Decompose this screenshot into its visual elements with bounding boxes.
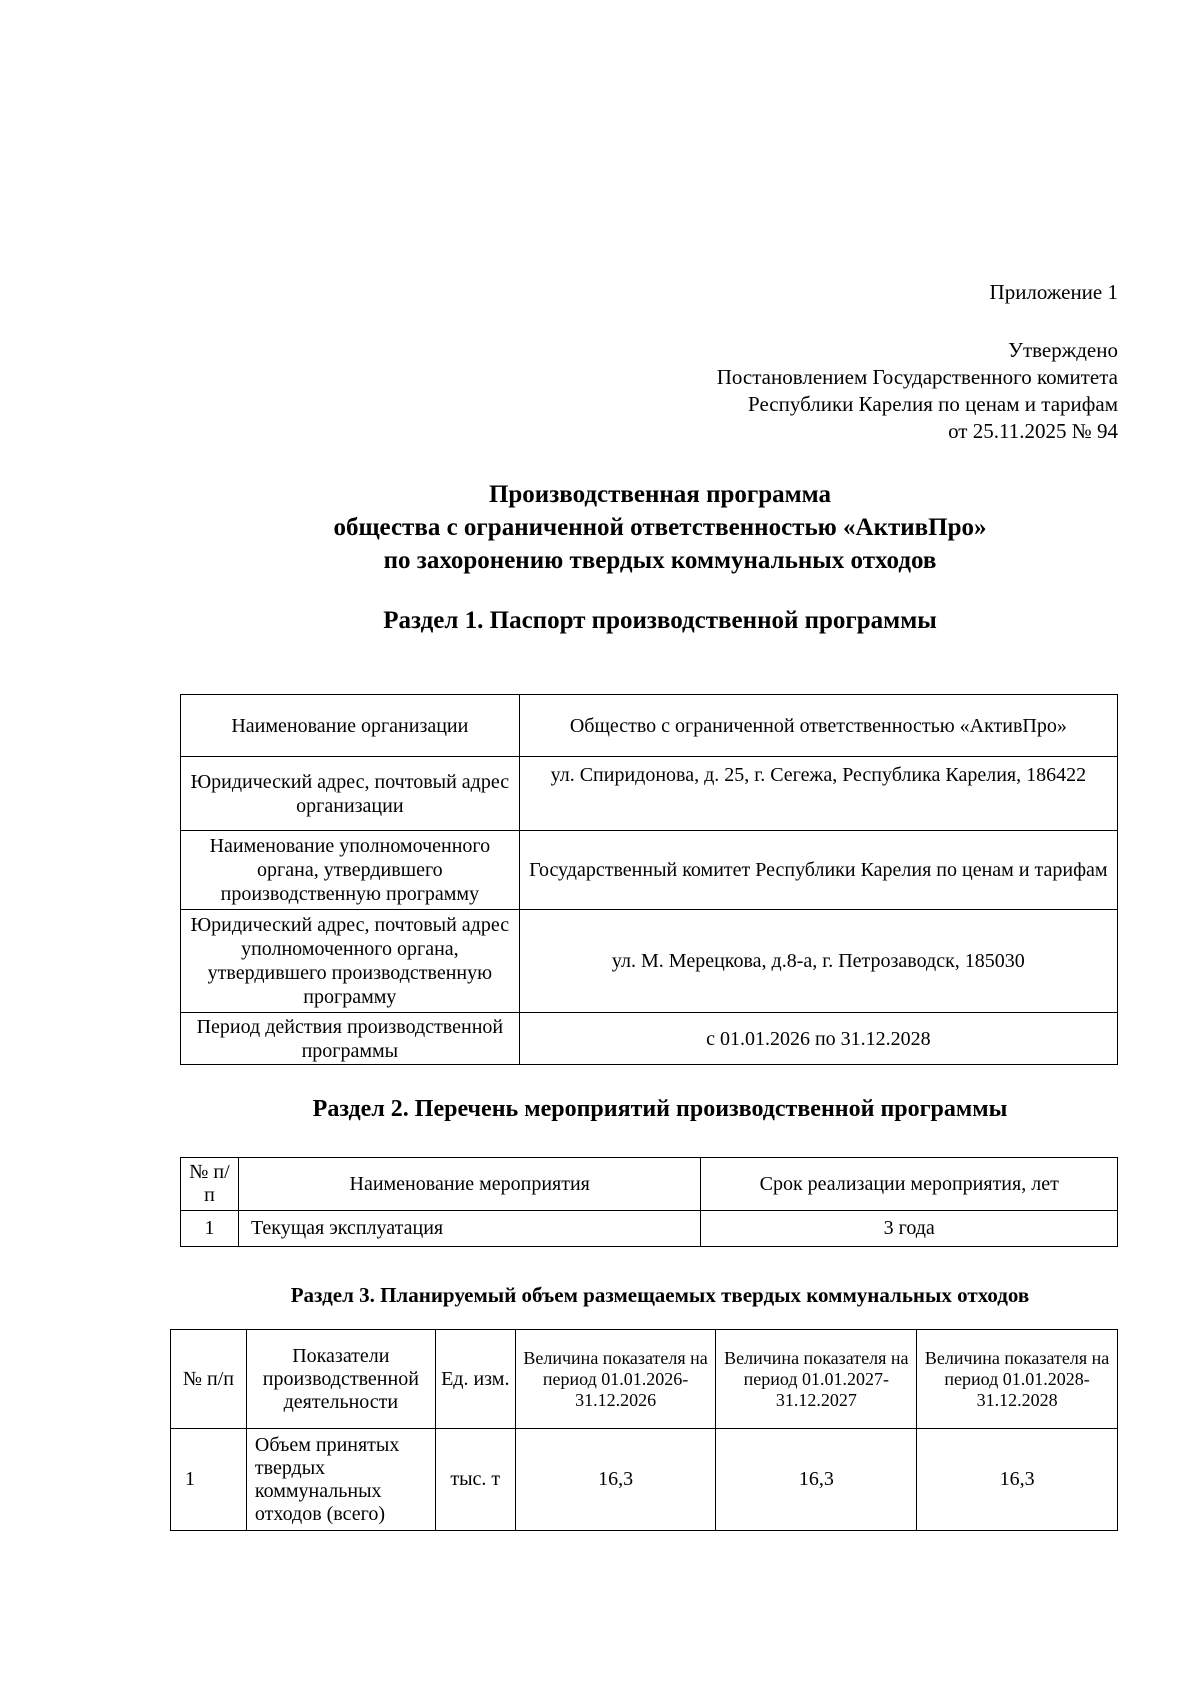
title-line: Производственная программа	[488, 481, 832, 508]
value-2027: 16,3	[716, 1429, 917, 1531]
column-header-num: № п/п	[171, 1330, 247, 1429]
section1-heading: Раздел 1. Паспорт производственной программы	[383, 607, 937, 634]
document-title	[0, 478, 1200, 577]
appendix-label: Приложение 1	[989, 280, 1118, 304]
column-header-period-2028: Величина показателя на период 01.01.2028-31.12.2028	[917, 1330, 1118, 1429]
passport-label: Наименование уполномоченного органа, утвердившего производственную программу	[181, 831, 520, 910]
table-row	[181, 831, 1118, 910]
approval-line: Утверждено	[1008, 338, 1118, 362]
table-row	[171, 1429, 1118, 1531]
column-header-num: № п/п	[181, 1158, 239, 1211]
passport-label: Период действия производственной программы	[181, 1013, 520, 1065]
approval-line: Постановлением Государственного комитета	[716, 365, 1118, 389]
column-header-unit: Ед. изм.	[435, 1330, 515, 1429]
table-row	[181, 695, 1118, 757]
passport-label: Наименование организации	[181, 695, 520, 757]
passport-value: с 01.01.2026 по 31.12.2028	[519, 1013, 1117, 1065]
measure-name: Текущая эксплуатация	[238, 1211, 700, 1247]
passport-value: Государственный комитет Республики Карелия по ценам и тарифам	[519, 831, 1117, 910]
indicator-name: Объем принятых твердых коммунальных отходов (всего)	[246, 1429, 435, 1531]
unit-value: тыс. т	[435, 1429, 515, 1531]
column-header-indicator: Показатели производственной деятельности	[246, 1330, 435, 1429]
column-header-term: Срок реализации мероприятия, лет	[701, 1158, 1118, 1211]
column-header-period-2027: Величина показателя на период 01.01.2027-31.12.2027	[716, 1330, 917, 1429]
table-row	[181, 1013, 1118, 1065]
measure-term: 3 года	[701, 1211, 1118, 1247]
column-header-period-2026: Величина показателя на период 01.01.2026-31.12.2026	[515, 1330, 716, 1429]
passport-label: Юридический адрес, почтовый адрес организации	[181, 757, 520, 831]
approval-line: Республики Карелия по ценам и тарифам	[748, 392, 1118, 416]
column-header-name: Наименование мероприятия	[238, 1158, 700, 1211]
row-num: 1	[181, 1211, 239, 1247]
table-row	[181, 910, 1118, 1013]
passport-table	[180, 694, 1118, 1065]
title-line: общества с ограниченной ответственностью «АктивПро»	[333, 514, 987, 541]
table-header-row	[181, 1158, 1118, 1211]
value-2026: 16,3	[515, 1429, 716, 1531]
approval-line: от 25.11.2025 № 94	[948, 419, 1118, 443]
approval-block	[717, 337, 1118, 445]
row-num: 1	[171, 1429, 247, 1531]
passport-label: Юридический адрес, почтовый адрес уполномоченного органа, утвердившего производственную программу	[181, 910, 520, 1013]
title-line: по захоронению твердых коммунальных отходов	[383, 547, 937, 574]
table-row	[181, 757, 1118, 831]
table-row	[181, 1211, 1118, 1247]
section2-heading: Раздел 2. Перечень мероприятий производственной программы	[312, 1096, 1008, 1122]
measures-table	[180, 1157, 1118, 1247]
passport-value: ул. Спиридонова, д. 25, г. Сегежа, Республика Карелия, 186422	[519, 757, 1117, 831]
passport-value: Общество с ограниченной ответственностью «АктивПро»	[519, 695, 1117, 757]
value-2028: 16,3	[917, 1429, 1118, 1531]
section3-heading: Раздел 3. Планируемый объем размещаемых твердых коммунальных отходов	[290, 1283, 1030, 1307]
table-header-row	[171, 1330, 1118, 1429]
passport-value: ул. М. Мерецкова, д.8-а, г. Петрозаводск, 185030	[519, 910, 1117, 1013]
volume-table	[170, 1329, 1118, 1531]
